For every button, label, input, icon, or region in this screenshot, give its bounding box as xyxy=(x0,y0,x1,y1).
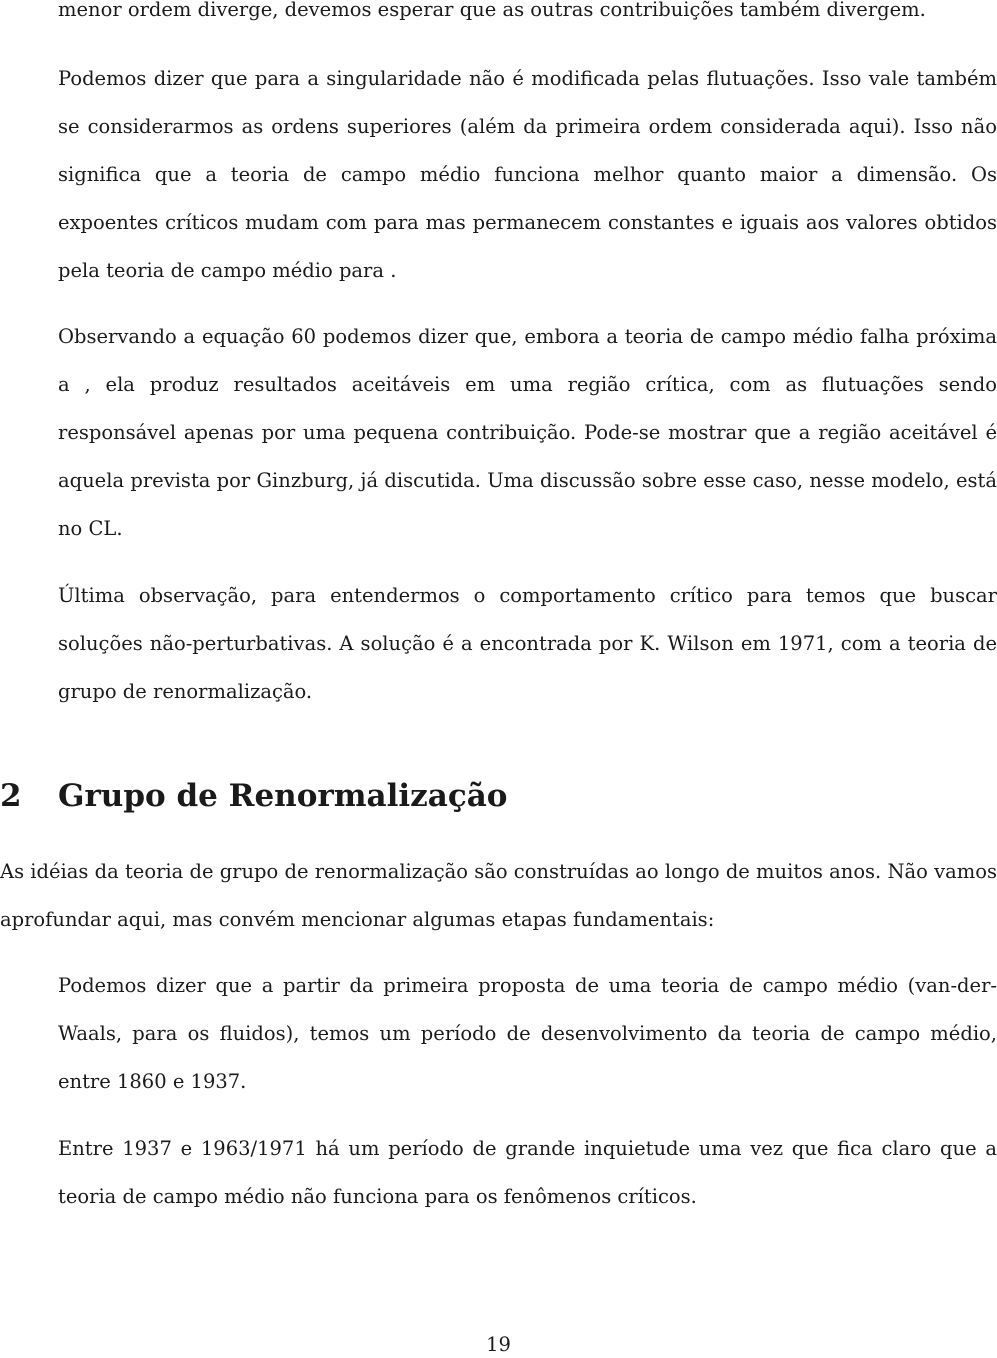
paragraph-singularity: Podemos dizer que para a singularidade não é modificada pelas flutuações. Isso vale também se considerarmos as ordens superiores (além da primeira ordem considerada aqui). Isso não significa que a teoria de campo médio funciona melhor quanto maior a dimensão. Os expoentes críticos mudam com para mas permanecem constantes e iguais aos valores obtidos pela teoria de campo médio para . xyxy=(58,67,997,282)
paragraph-equation-60: Observando a equação 60 podemos dizer que, embora a teoria de campo médio falha próxima a , ela produz resultados aceitáveis em uma região crítica, com as flutuações sendo responsável apenas por uma pequena contribuição. Pode-se mostrar que a região aceitável é aquela prevista por Ginzburg, já discutida. Uma discussão sobre esse caso, nesse modelo, está no CL. xyxy=(58,325,997,540)
section-heading xyxy=(0,774,508,818)
paragraph-mean-field-period: Podemos dizer que a partir da primeira proposta de uma teoria de campo médio (van-der-Waals, para os fluidos), temos um período de desenvolvimento da teoria de campo médio, entre 1860 e 1937. xyxy=(58,974,997,1093)
paragraph-section-intro: As idéias da teoria de grupo de renormalização são construídas ao longo de muitos anos. Não vamos aprofundar aqui, mas convém mencionar algumas etapas fundamentais: xyxy=(0,860,997,931)
section-number: 2 xyxy=(0,778,22,814)
section-title: Grupo de Renormalização xyxy=(58,778,508,814)
paragraph-last-observation: Última observação, para entendermos o comportamento crítico para temos que buscar soluções não-perturbativas. A solução é a encontrada por K. Wilson em 1971, com a teoria de grupo de renormalização. xyxy=(58,584,997,703)
page-number: 19 xyxy=(486,1333,511,1356)
paragraph-continuation: menor ordem diverge, devemos esperar que as outras contribuições também divergem. xyxy=(58,0,926,21)
paragraph-inquietude-period: Entre 1937 e 1963/1971 há um período de grande inquietude uma vez que fica claro que a teoria de campo médio não funciona para os fenômenos críticos. xyxy=(58,1137,997,1208)
